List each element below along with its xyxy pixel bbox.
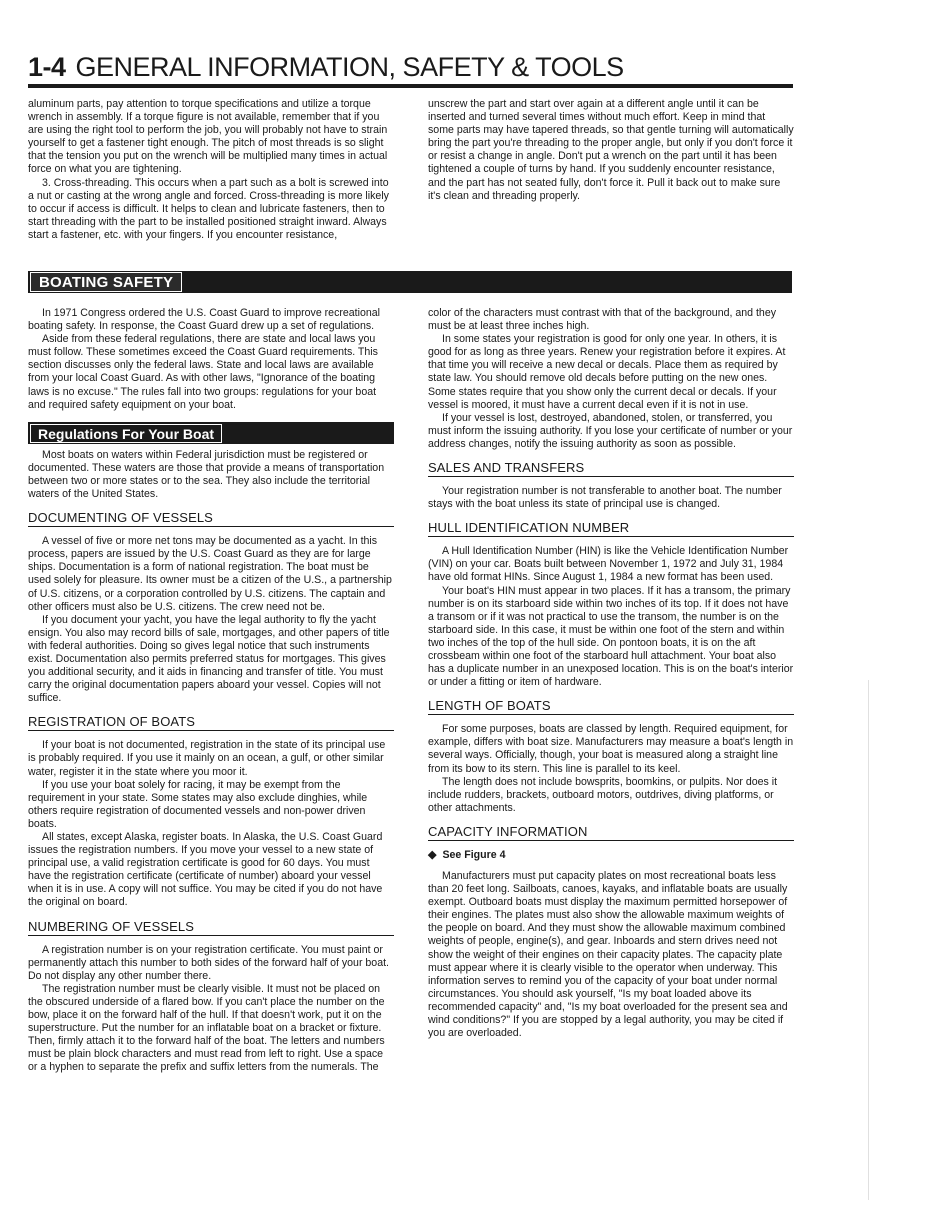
paragraph: aluminum parts, pay attention to torque specifications and utilize a torque wrench in assembly. If a torque figure is not available, remember that if you are using the right tool to perform the job, you will probably not have to strain yourself to get a fastener tight enough. The pitch of most threads is so slight that the tension you put on the wrench will be multiplied many times in actual force on what you are tightening.: [28, 98, 388, 176]
paragraph: A Hull Identification Number (HIN) is like the Vehicle Identification Number (VIN) on your car. Boats built between November 1, 1972 and July 31, 1984 have old format HINs. Since August 1, 1984 a new format has been used.: [428, 545, 789, 584]
paragraph: If your vessel is lost, destroyed, abandoned, stolen, or transferred, you must inform the issuing authority. If you lose your certificate of number or your address changes, notify the issuing authority as soon as possible.: [428, 411, 793, 450]
paragraph: 3. Cross-threading. This occurs when a part such as a bolt is screwed into a nut or casting at the wrong angle and forced. Cross-threading is more likely to occur if access is difficult. It helps to clean and lubricate fasteners, then to start threading with the part to be installed positioned straight inward. Always start a fastener, etc. with your fingers. If you encounter resistance,: [28, 176, 389, 241]
subsection-banner-regulations: [28, 422, 394, 444]
page-number: 1-4: [28, 52, 66, 82]
paragraph: A registration number is on your registration certificate. You must paint or permanently attach this number to both sides of the forward half of your boat. Do not display any other number there.: [28, 943, 389, 982]
paragraph: Most boats on waters within Federal jurisdiction must be registered or documented. These waters are those that provide a means of transportation between two or more states or to the sea. They also include the territorial waters of the United States.: [28, 448, 385, 501]
paragraph: If you document your yacht, you have the legal authority to fly the yacht ensign. You also may record bills of sale, mortgages, and other papers of title with federal authorities. Doing so gives legal notice that such instruments exist. Documentation also permits preferred status for mortgages. This gives you additional security, and it aids in financing and transfer of title. You must carry the original documentation papers aboard your vessel. Copies will not suffice.: [28, 613, 390, 705]
paragraph: The length does not include bowsprits, boomkins, or pulpits. Nor does it include rudders, brackets, outboard motors, outdrives, diving platforms, or other attachments.: [428, 775, 778, 814]
paragraph: If you use your boat solely for racing, it may be exempt from the requirement in your state. Some states may also exclude dinghies, while others require registration of documented vessels and non-power driven boats.: [28, 778, 368, 830]
chapter-title: GENERAL INFORMATION, SAFETY & TOOLS: [75, 52, 624, 82]
heading-registration: REGISTRATION OF BOATS: [28, 714, 394, 731]
paragraph: color of the characters must contrast with that of the background, and they must be at least three inches high.: [428, 307, 777, 333]
page-edge-line: [868, 680, 869, 1200]
paragraph: A vessel of five or more net tons may be documented as a yacht. In this process, papers are issued by the U.S. Coast Guard as they are for large ships. Documentation is a form of national registration. The boat must be used solely for pleasure. Its owner must be a citizen of the U.S., a partnership of U.S. citizens, or a corporation controlled by U.S. citizens. The captain and other officers must also be U.S. citizens. The crew need not be.: [28, 535, 392, 613]
paragraph: All states, except Alaska, register boats. In Alaska, the U.S. Coast Guard issues the registration numbers. If you move your vessel to a new state of principal use, a valid registration certificate is good for 60 days. You must have the registration certificate (certificate of number) aboard your vessel when it is in use. A copy will not suffice. You may be cited if you do not have the original on board.: [28, 831, 383, 909]
paragraph: For some purposes, boats are classed by length. Required equipment, for example, differs with boat size. Manufacturers may measure a boat's length in several ways. Officially, though, your boat is measured along a straight line from its bow to its stern. This line is parallel to its keel.: [428, 723, 794, 775]
section-title: BOATING SAFETY: [30, 272, 182, 292]
right-column: [428, 307, 794, 1040]
paragraph: unscrew the part and start over again at a different angle until it can be inserted and turned several times without much effort. Keep in mind that some parts may have tapered threads, so that gentle turning will automatically bring the part you're threading to the proper angle, but only if you don't force it or resist a change in angle. Don't put a wrench on the part until it has been tightened a couple of turns by hand. If you suddenly encounter resistance, and the part has not seated fully, don't force it. Pull it back out to make sure it's clean and threading properly.: [428, 98, 794, 202]
paragraph: The registration number must be clearly visible. It must not be placed on the obscured underside of a flared bow. If you can't place the number on the bow, place it on the forward half of the hull. If that doesn't work, put it on the superstructure. Put the number for an inflatable boat on a bracket or fixture. Then, firmly attach it to the forward half of the boat. The letters and numbers must be plain block characters and must read from left to right. Use a space or a hyphen to separate the prefix and suffix letters from the numerals. The: [28, 982, 385, 1074]
heading-capacity: CAPACITY INFORMATION: [428, 824, 794, 841]
paragraph: Aside from these federal regulations, there are state and local laws you must follow. These sometimes exceed the Coast Guard requirements. This section discusses only the federal laws. State and local laws are available from your local Coast Guard. As with other laws, "Ignorance of the boating laws is no excuse." The rules fall into two groups: regulations for your boat and required safety equipment on your boat.: [28, 333, 378, 411]
top-left-column: [28, 98, 394, 242]
paragraph: Your boat's HIN must appear in two places. If it has a transom, the primary number is on its starboard side within two inches of its top. If it does not have a transom or if it was not practical to use the transom, the number is on the starboard side. In this case, it must be within one foot of the stern and within two inches of the top of the hull side. On pontoon boats, it is on the aft crossbeam within one foot of the starboard hull attachment. Your boat also has a duplicate number in an unexposed location. This is on the boat's interior or under a fitting or item of hardware.: [428, 584, 794, 689]
heading-numbering: NUMBERING OF VESSELS: [28, 919, 394, 936]
top-right-column: [428, 98, 794, 203]
left-column: [28, 307, 394, 1075]
paragraph: Your registration number is not transferable to another boat. The number stays with the boat unless its state of principal use is changed.: [428, 485, 782, 511]
figure-label: See Figure 4: [442, 848, 506, 861]
heading-length: LENGTH OF BOATS: [428, 698, 794, 715]
subsection-title: Regulations For Your Boat: [30, 424, 222, 443]
page-header: [28, 52, 793, 88]
heading-hull-id: HULL IDENTIFICATION NUMBER: [428, 520, 794, 537]
heading-sales: SALES AND TRANSFERS: [428, 460, 794, 477]
figure-reference: [428, 849, 794, 862]
section-banner-boating-safety: [28, 271, 792, 293]
paragraph: In 1971 Congress ordered the U.S. Coast Guard to improve recreational boating safety. In response, the Coast Guard drew up a set of regulations.: [28, 307, 381, 333]
paragraph: In some states your registration is good for only one year. In others, it is good for as long as three years. Renew your registration before it expires. At that time you will receive a new decal or decals. Place them as required by state law. You should remove old decals before putting on the new ones. Some states require that you show only the current decal or decals. If your vessel is moored, it must have a current decal even if it is not in use.: [428, 333, 786, 411]
paragraph: If your boat is not documented, registration in the state of its principal use is probably required. If you use it mainly on an ocean, a gulf, or other similar water, register it in the state where you moor it.: [28, 739, 386, 778]
heading-documenting: DOCUMENTING OF VESSELS: [28, 510, 394, 527]
diamond-bullet-icon: ◆: [428, 848, 437, 861]
paragraph: Manufacturers must put capacity plates on most recreational boats less than 20 feet long. Sailboats, canoes, kayaks, and inflatable boats are usually exempt. Outboard boats must display the maximum permitted horsepower of their engines. The plates must also show the allowable maximum weights of the people on board. And they must show the allowable maximum combined weights of people, engine(s), and gear. Inboards and stern drives need not show the weight of their engines on their capacity plates. The capacity plate must appear where it is clearly visible to the operator when underway. This information serves to remind you of the capacity of your boat under normal circumstances. You should ask yourself, "Is my boat loaded above its recommended capacity" and, "Is my boat overloaded for the present sea and wind conditions?" If you are stopped by a legal authority, you may be cited if you are overloaded.: [428, 870, 788, 1040]
